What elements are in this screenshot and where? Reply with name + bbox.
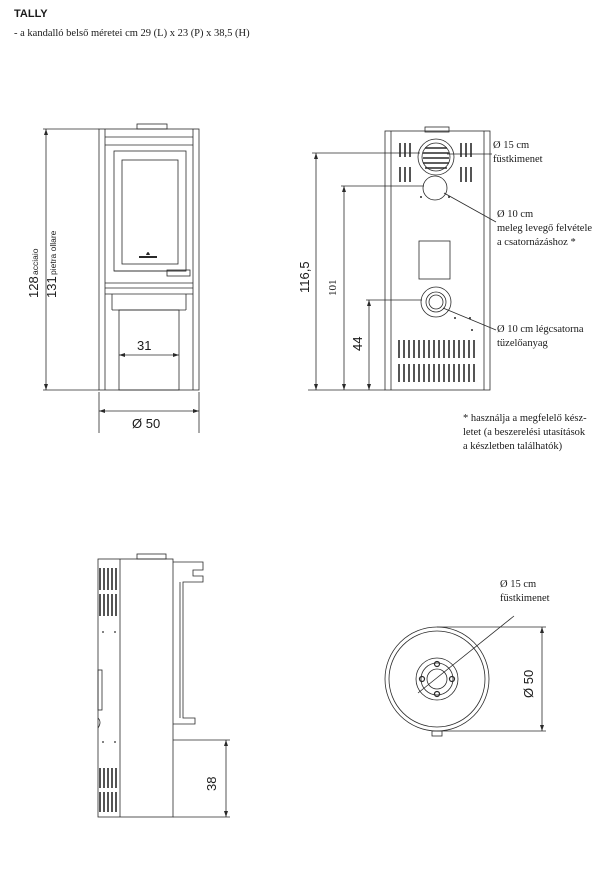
label-top-diameter-50: Ø 50	[521, 669, 536, 698]
callout-air-line1: Ø 10 cm légcsatorna	[497, 324, 584, 335]
label-acciaio: acciaio	[30, 248, 40, 275]
side-door-profile	[173, 562, 203, 724]
rear-view	[308, 127, 496, 390]
leader-combustion-air	[443, 308, 496, 330]
front-glass	[122, 160, 178, 264]
rear-combustion-air-port	[421, 287, 451, 317]
callout-warm-line2: meleg levegő felvétele	[497, 223, 593, 234]
footnote-line3: a készletben találhatók)	[463, 441, 563, 452]
front-view	[43, 124, 199, 433]
footnote-line1: * használja a megfelelő kész-	[463, 413, 587, 424]
label-38: 38	[204, 776, 219, 791]
rear-access-panel	[419, 241, 450, 279]
callout-top-line1: Ø 15 cm	[500, 579, 537, 590]
callout-top-line2: füstkimenet	[500, 593, 550, 604]
side-body-outline	[98, 559, 173, 817]
label-101: 101	[327, 279, 339, 296]
flame-logo	[139, 252, 157, 258]
label-116-5: 116,5	[297, 261, 312, 293]
rear-warm-air-port	[423, 176, 447, 200]
label-pietra-ollare: pietra ollare	[48, 230, 58, 275]
footnote-line2: letet (a beszerelési utasítások	[463, 427, 586, 438]
callout-air-line2: tüzelőanyag	[497, 338, 548, 349]
rear-bottom-vents	[399, 340, 474, 382]
front-door-frame	[114, 151, 186, 271]
top-flue-outlet	[416, 658, 458, 700]
side-bottom-vents	[100, 768, 116, 812]
rear-flue-outlet	[418, 139, 454, 175]
label-128: 128	[26, 276, 41, 298]
callout-warm-line1: Ø 10 cm	[497, 209, 534, 220]
label-diameter-50: Ø 50	[132, 416, 161, 431]
page-subtitle: - a kandalló belső méretei cm 29 (L) x 23 (P) x 38,5 (H)	[14, 28, 250, 39]
top-body-outline	[385, 627, 489, 731]
callout-flue-line1: Ø 15 cm	[493, 140, 530, 151]
page-title: TALLY	[14, 8, 48, 20]
callout-flue-line2: füstkimenet	[493, 154, 543, 165]
side-top-vents	[100, 568, 116, 616]
label-44: 44	[350, 336, 365, 351]
callout-warm-line3: a csatornázáshoz *	[497, 237, 576, 248]
label-131: 131	[44, 276, 59, 298]
front-flue-collar	[137, 124, 167, 129]
leader-warm-air	[444, 193, 496, 222]
label-31: 31	[137, 338, 152, 353]
